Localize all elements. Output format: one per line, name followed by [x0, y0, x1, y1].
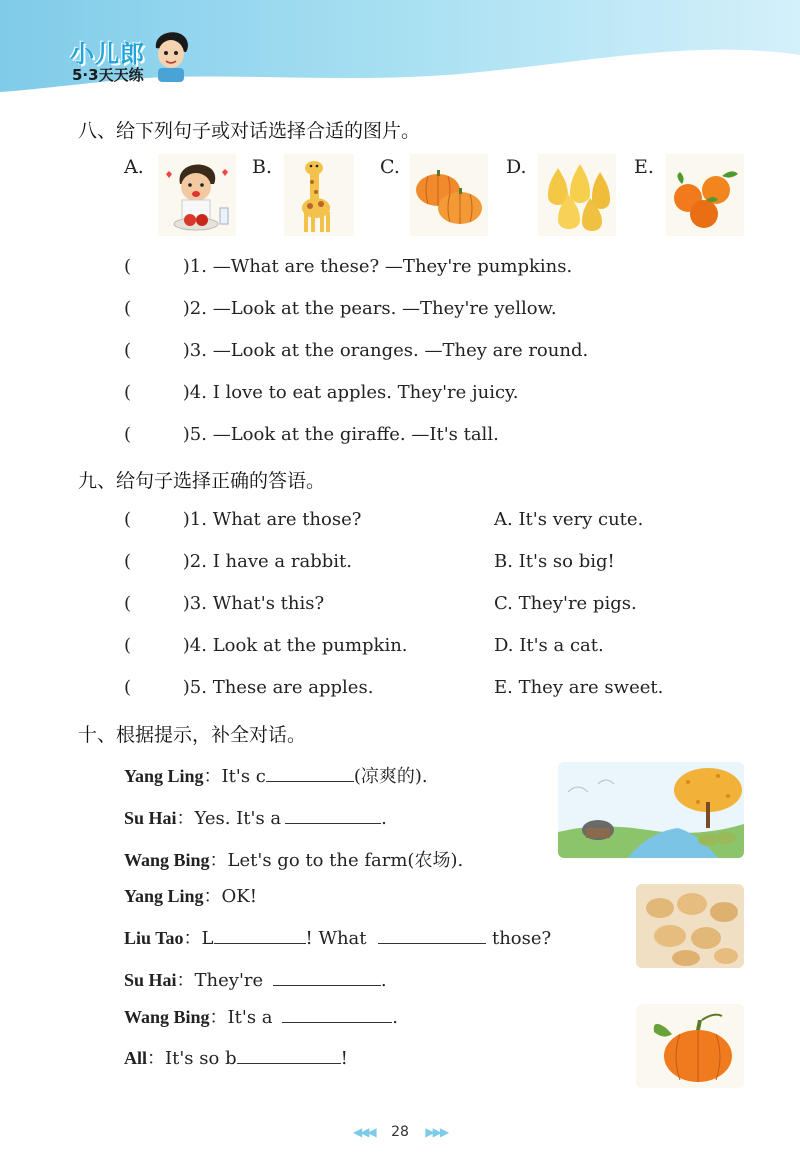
- line-text: Yes. It's a: [194, 808, 282, 829]
- line-text: It's so b: [165, 1048, 237, 1069]
- fill-blank[interactable]: [282, 1004, 392, 1023]
- s9-answer-b: B. It's so big!: [494, 551, 615, 572]
- question-text: —Look at the giraffe. —It's tall.: [212, 424, 499, 445]
- line-text-end: (凉爽的).: [353, 766, 428, 787]
- pumpkin-picture: [636, 1004, 744, 1088]
- line-text-end: .: [381, 808, 387, 829]
- section-10-title: 十、根据提示，补全对话。: [78, 724, 307, 746]
- speaker-separator: ：: [176, 808, 195, 829]
- option-letter-b: B.: [252, 156, 273, 178]
- speaker-name: All: [124, 1048, 148, 1068]
- s9-question-5: [124, 677, 373, 698]
- dialog-line-4: [124, 882, 257, 908]
- oranges-picture: [666, 154, 744, 236]
- dialog-line-1: [124, 762, 428, 788]
- section-9-title: 九、给句子选择正确的答语。: [78, 470, 326, 492]
- question-number: )3.: [182, 340, 207, 361]
- speaker-name: Su Hai: [124, 970, 177, 990]
- dialog-line-8: [124, 1044, 348, 1070]
- giraffe-picture: [284, 154, 354, 236]
- dialog-line-5: [124, 924, 551, 950]
- question-number: )2.: [182, 298, 207, 319]
- logo-subtitle: 5·3天天练: [72, 66, 144, 84]
- speaker-separator: ：: [176, 970, 195, 991]
- fill-blank[interactable]: [266, 763, 354, 782]
- question-number: )3.: [182, 593, 207, 614]
- s8-question-5: [124, 424, 499, 445]
- s9-question-3: [124, 593, 324, 614]
- dialog-line-3: [124, 846, 463, 872]
- question-text: Look at the pumpkin.: [212, 635, 408, 656]
- question-text: I have a rabbit.: [212, 551, 352, 572]
- speaker-separator: ：: [209, 1007, 228, 1028]
- answer-paren: (: [124, 509, 132, 530]
- speaker-name: Liu Tao: [124, 928, 184, 948]
- answer-paren: (: [124, 340, 132, 361]
- question-number: )2.: [182, 551, 207, 572]
- line-text: Let's go to the farm(农场).: [227, 850, 464, 871]
- fill-blank[interactable]: [273, 967, 381, 986]
- question-text: —Look at the pears. —They're yellow.: [212, 298, 557, 319]
- question-number: )1.: [182, 509, 207, 530]
- s9-question-2: [124, 551, 352, 572]
- speaker-name: Wang Bing: [124, 850, 210, 870]
- speaker-separator: ：: [147, 1048, 166, 1069]
- question-number: )5.: [182, 677, 207, 698]
- boy-mascot-icon: [150, 30, 192, 82]
- question-text: What's this?: [212, 593, 325, 614]
- option-letter-a: A.: [124, 156, 144, 178]
- dialog-line-2: [124, 804, 387, 830]
- answer-paren: (: [124, 256, 132, 277]
- s9-answer-a: A. It's very cute.: [494, 509, 644, 530]
- fill-blank[interactable]: [378, 925, 486, 944]
- fill-blank[interactable]: [214, 925, 306, 944]
- potatoes-picture: [636, 884, 744, 968]
- s9-question-4: [124, 635, 408, 656]
- line-text: It's c: [221, 766, 266, 787]
- prev-arrows-icon: ◀◀◀: [352, 1125, 375, 1139]
- page-footer: [0, 1124, 800, 1140]
- answer-paren: (: [124, 593, 132, 614]
- question-text: —Look at the oranges. —They are round.: [212, 340, 589, 361]
- line-text: OK!: [221, 886, 257, 907]
- option-letter-c: C.: [380, 156, 400, 178]
- option-letter-d: D.: [506, 156, 527, 178]
- speaker-separator: ：: [203, 766, 222, 787]
- answer-paren: (: [124, 551, 132, 572]
- dialog-line-6: [124, 966, 387, 992]
- fill-blank[interactable]: [285, 805, 381, 824]
- question-text: What are those?: [212, 509, 362, 530]
- s9-question-1: [124, 509, 361, 530]
- option-letter-e: E.: [634, 156, 654, 178]
- question-number: )4.: [182, 635, 207, 656]
- question-text: I love to eat apples. They're juicy.: [212, 382, 519, 403]
- question-number: )1.: [182, 256, 207, 277]
- pears-picture: [538, 154, 616, 236]
- answer-paren: (: [124, 677, 132, 698]
- speaker-name: Yang Ling: [124, 886, 204, 906]
- s9-answer-c: C. They're pigs.: [494, 593, 637, 614]
- s8-question-2: [124, 298, 557, 319]
- line-text-end: those?: [491, 928, 552, 949]
- line-text: They're: [194, 970, 264, 991]
- pumpkins-picture: [410, 154, 488, 236]
- fill-blank[interactable]: [237, 1045, 341, 1064]
- next-arrows-icon: ▶▶▶: [425, 1125, 448, 1139]
- line-text-end: !: [340, 1048, 348, 1069]
- autumn-farm-scene-picture: [558, 762, 744, 858]
- dialog-line-7: [124, 1003, 398, 1029]
- line-text: It's a: [227, 1007, 273, 1028]
- line-text: L: [201, 928, 214, 949]
- line-text-end: .: [380, 970, 387, 991]
- answer-paren: (: [124, 298, 132, 319]
- boy-eating-apples-picture: [158, 154, 236, 236]
- s9-answer-d: D. It's a cat.: [494, 635, 604, 656]
- answer-paren: (: [124, 424, 132, 445]
- logo-text: 小儿郎: [70, 40, 145, 68]
- speaker-separator: ：: [209, 850, 228, 871]
- speaker-separator: ：: [183, 928, 202, 949]
- s8-question-4: [124, 382, 519, 403]
- s9-answer-e: E. They are sweet.: [494, 677, 664, 698]
- section-8-title: 八、给下列句子或对话选择合适的图片。: [78, 120, 421, 142]
- s8-question-1: [124, 256, 572, 277]
- question-text: These are apples.: [212, 677, 374, 698]
- answer-paren: (: [124, 635, 132, 656]
- speaker-name: Yang Ling: [124, 766, 204, 786]
- question-number: )5.: [182, 424, 207, 445]
- line-text-mid: ! What: [305, 928, 367, 949]
- line-text-end: .: [392, 1007, 398, 1028]
- speaker-separator: ：: [203, 886, 222, 907]
- speaker-name: Su Hai: [124, 808, 177, 828]
- question-number: )4.: [182, 382, 207, 403]
- s8-question-3: [124, 340, 588, 361]
- question-text: —What are these? —They're pumpkins.: [212, 256, 573, 277]
- page-number: 28: [391, 1124, 409, 1140]
- speaker-name: Wang Bing: [124, 1007, 210, 1027]
- answer-paren: (: [124, 382, 132, 403]
